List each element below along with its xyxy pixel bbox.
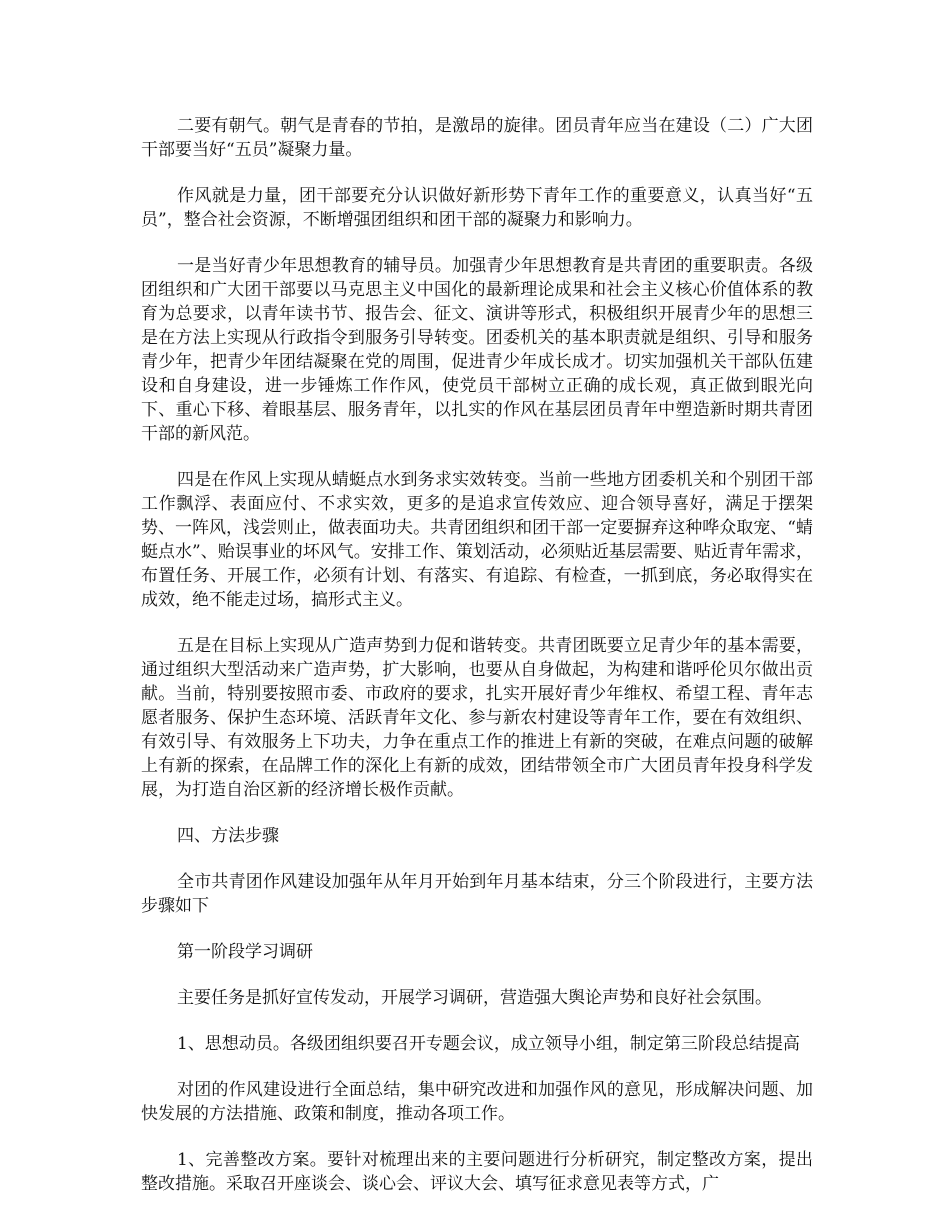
paragraph: 二要有朝气。朝气是青春的节拍，是激昂的旋律。团员青年应当在建设（二）广大团干部要当好“五员”凝聚力量。 bbox=[141, 116, 813, 160]
phase-heading: 第一阶段学习调研 bbox=[177, 942, 313, 962]
paragraph: 作风就是力量，团干部要充分认识做好新形势下青年工作的重要意义，认真当好“五员”，整合社会资源，不断增强团组织和团干部的凝聚力和影响力。 bbox=[141, 186, 813, 230]
document-body bbox=[141, 114, 813, 1218]
paragraph: 全市共青团作风建设加强年从年月开始到年月基本结束，分三个阶段进行，主要方法步骤如下 bbox=[141, 872, 813, 916]
paragraph: 一是当好青少年思想教育的辅导员。加强青少年思想教育是共青团的重要职责。各级团组织和广大团干部要以马克思主义中国化的最新理论成果和社会主义核心价值体系的教育为总要求，以青年读书节、报告会、征文、演讲等形式，积极组织开展青少年的思想三是在方法上实现从行政指令到服务引导转变。团委机关的基本职责就是组织、引导和服务青少年，把青少年团结凝聚在党的周围，促进青少年成长成才。切实加强机关干部队伍建设和自身建设，进一步锤炼工作作风，使党员干部树立正确的成长观，真正做到眼光向下、重心下移、着眼基层、服务青年，以扎实的作风在基层团员青年中塑造新时期共青团干部的新风范。 bbox=[141, 256, 813, 444]
paragraph: 对团的作风建设进行全面总结，集中研究改进和加强作风的意见，形成解决问题、加快发展的方法措施、政策和制度，推动各项工作。 bbox=[141, 1080, 813, 1124]
section-heading: 四、方法步骤 bbox=[177, 826, 279, 846]
paragraph: 1、思想动员。各级团组织要召开专题会议，成立领导小组，制定第三阶段总结提高 bbox=[177, 1034, 800, 1054]
paragraph: 四是在作风上实现从蜻蜓点水到务求实效转变。当前一些地方团委机关和个别团干部工作飘浮、表面应付、不求实效，更多的是追求宣传效应、迎合领导喜好，满足于摆架势、一阵风，浅尝则止，做表面功夫。共青团组织和团干部一定要摒弃这种哗众取宠、“蜻蜓点水”、贻误事业的坏风气。安排工作、策划活动，必须贴近基层需要、贴近青年需求，布置任务、开展工作，必须有计划、有落实、有追踪、有检查，一抓到底，务必取得实在成效，绝不能走过场，搞形式主义。 bbox=[141, 470, 813, 610]
paragraph: 1、完善整改方案。要针对梳理出来的主要问题进行分析研究，制定整改方案，提出整改措施。采取召开座谈会、谈心会、评议大会、填写征求意见表等方式，广 bbox=[141, 1150, 813, 1194]
paragraph: 主要任务是抓好宣传发动，开展学习调研，营造强大舆论声势和良好社会氛围。 bbox=[177, 988, 772, 1008]
paragraph: 五是在目标上实现从广造声势到力促和谐转变。共青团既要立足青少年的基本需要，通过组织大型活动来广造声势，扩大影响，也要从自身做起，为构建和谐呼伦贝尔做出贡献。当前，特别要按照市委、市政府的要求，扎实开展好青少年维权、希望工程、青年志愿者服务、保护生态环境、活跃青年文化、参与新农村建设等青年工作，要在有效组织、有效引导、有效服务上下功夫，力争在重点工作的推进上有新的突破，在难点问题的破解上有新的探索，在品牌工作的深化上有新的成效，团结带领全市广大团员青年投身科学发展，为打造自治区新的经济增长极作贡献。 bbox=[141, 636, 813, 800]
